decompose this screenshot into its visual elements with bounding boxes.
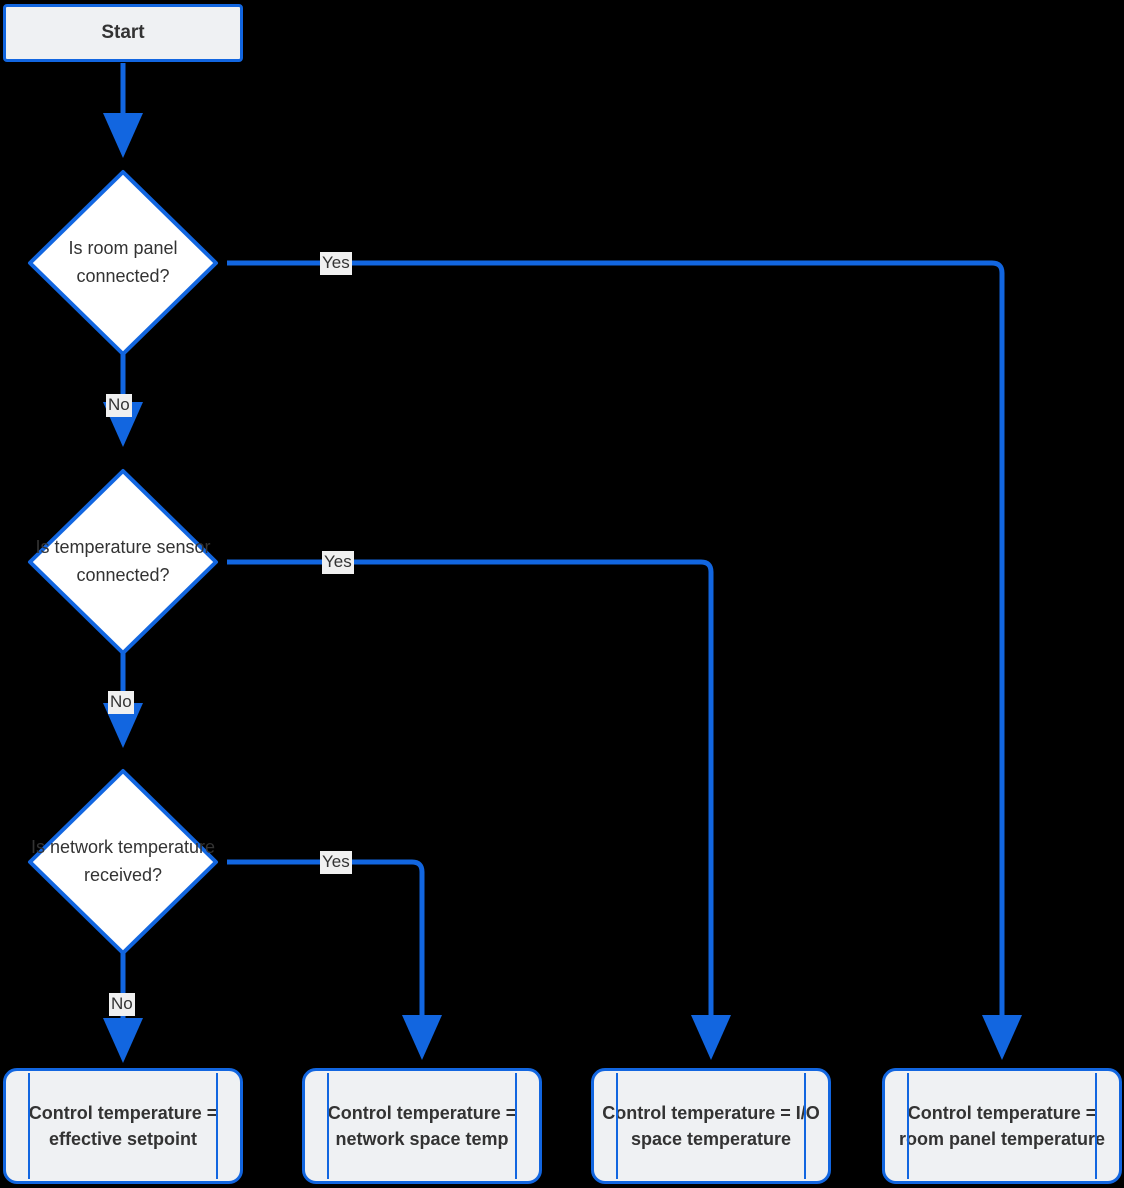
process-left-bar — [327, 1073, 329, 1179]
node-process-io-space-temperature[interactable] — [591, 1068, 831, 1184]
edge-label-yes-temp-sensor: Yes — [322, 551, 354, 574]
node-process-effective-setpoint-label: Control temperature = effective setpoint — [28, 1102, 218, 1149]
process-right-bar — [515, 1073, 517, 1179]
node-decision-room-panel-label: Is room panel connected? — [68, 238, 178, 286]
node-decision-network-temp-label: Is network temperature received? — [30, 837, 216, 885]
edge-label-yes-room-panel: Yes — [320, 252, 352, 275]
edge-label-no-network-temp: No — [109, 993, 135, 1016]
process-right-bar — [1095, 1073, 1097, 1179]
node-process-room-panel-temperature[interactable] — [882, 1068, 1122, 1184]
node-process-network-space-temp-label: Control temperature = network space temp — [327, 1102, 517, 1149]
node-decision-temp-sensor[interactable] — [30, 471, 216, 653]
node-decision-room-panel[interactable] — [30, 172, 216, 354]
process-left-bar — [28, 1073, 30, 1179]
node-process-room-panel-temperature-label: Control temperature = room panel temperature — [898, 1102, 1106, 1149]
process-right-bar — [216, 1073, 218, 1179]
node-process-effective-setpoint[interactable] — [3, 1068, 243, 1184]
node-start[interactable] — [3, 4, 243, 62]
edge-label-no-room-panel: No — [106, 394, 132, 417]
node-process-network-space-temp[interactable] — [302, 1068, 542, 1184]
edge-label-no-temp-sensor: No — [108, 691, 134, 714]
process-right-bar — [804, 1073, 806, 1179]
process-left-bar — [616, 1073, 618, 1179]
node-decision-temp-sensor-label: Is temperature sensor connected? — [35, 537, 211, 585]
node-start-label: Start — [101, 22, 145, 43]
edge-label-yes-network-temp: Yes — [320, 851, 352, 874]
node-process-io-space-temperature-label: Control temperature = I/O space temperature — [602, 1102, 820, 1149]
node-decision-network-temp[interactable] — [30, 771, 216, 953]
process-left-bar — [907, 1073, 909, 1179]
